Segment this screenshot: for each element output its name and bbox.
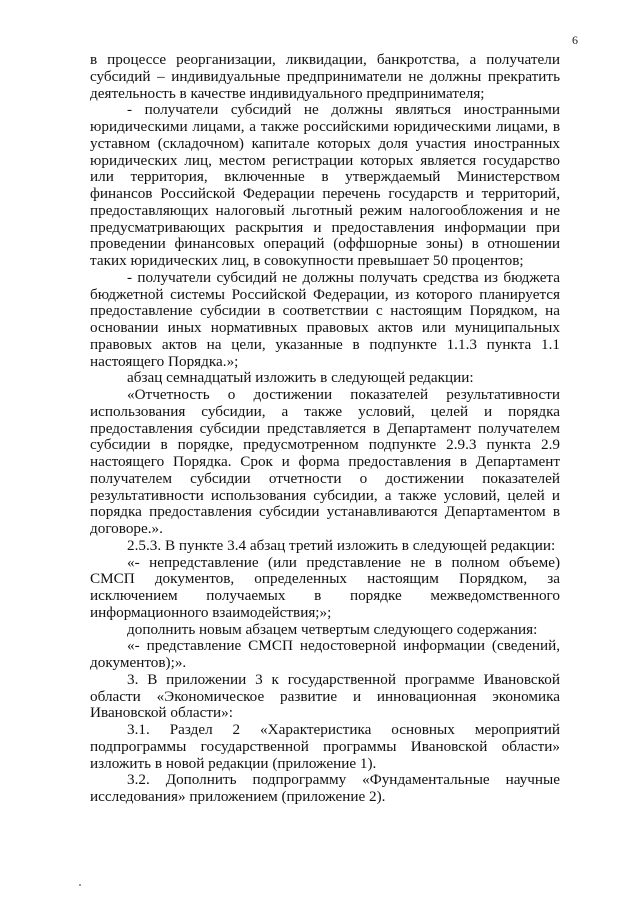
paragraph-false-info: «- представление СМСП недостоверной информации (сведений, документов);». [90,637,560,671]
paragraph-continuation: в процессе реорганизации, ликвидации, банкротства, а получатели субсидий – индивидуальные предприниматели не должны прекратить деятельность в качестве индивидуального предпринимателя; [90,51,560,102]
paragraph-foreign-entities: - получатели субсидий не должны являться иностранными юридическими лицами, а также российскими юридическими лицами, в уставном (складочном) капитале которых доля участия иностранных юридических лиц, местом регистрации которых является государство или территория, включенные в утверждаемый Министерством финансов Российской Федерации перечень государств и территорий, предоставляющих налоговый льготный режим налогообложения и не предусматривающих раскрытия и предоставления информации при проведении финансовых операций (оффшорные зоны) в отношении таких юридических лиц, в совокупности превышает 50 процентов; [90,101,560,269]
paragraph-3-1: 3.1. Раздел 2 «Характеристика основных мероприятий подпрограммы государственной программы Ивановской области» изложить в новой редакции (приложение 1). [90,721,560,772]
page-number: 6 [572,33,578,47]
paragraph-nonsubmission: «- непредставление (или представление не в полном объеме) СМСП документов, определенных настоящим Порядком, за исключением получаемых в порядке межведомственного информационного взаимодействия;»; [90,553,560,621]
paragraph-add-fourth: дополнить новым абзацем четвертым следующего содержания: [127,620,538,638]
paragraph-reporting: «Отчетность о достижении показателей результативности использования субсидии, а также условий, целей и порядка предоставления субсидии представляется в Департамент получателем субсидии в порядке, предусмотренном подпункте 2.9.3 пункта 2.9 настоящего Порядка. Срок и форма предоставления в Департамент получателем субсидии отчетности о достижении показателей результативности использования субсидии, а также условий, целей и порядка предоставления субсидии устанавливаются Департаментом в договоре.». [90,386,560,537]
paragraph-3-2: 3.2. Дополнить подпрограмму «Фундаментальные научные исследования» приложением (приложение 2). [90,771,560,805]
paragraph-2-5-3: 2.5.3. В пункте 3.4 абзац третий изложить в следующей редакции: [127,536,556,554]
paragraph-budget-funds: - получатели субсидий не должны получать средства из бюджета бюджетной системы Российской Федерации, из которого планируется предоставление субсидии в соответствии с настоящим Порядком, на основании иных нормативных правовых актов или муниципальных правовых актов на цели, указанные в подпункте 1.1.3 пункта 1.1 настоящего Порядка.»; [90,268,560,370]
paragraph-amendment-17: абзац семнадцатый изложить в следующей редакции: [127,369,474,387]
document-body [90,52,560,806]
paragraph-appendix-3: 3. В приложении 3 к государственной программе Ивановской области «Экономическое развитие и инновационная экономика Ивановской области»: [90,670,560,722]
scan-speck [79,884,81,886]
